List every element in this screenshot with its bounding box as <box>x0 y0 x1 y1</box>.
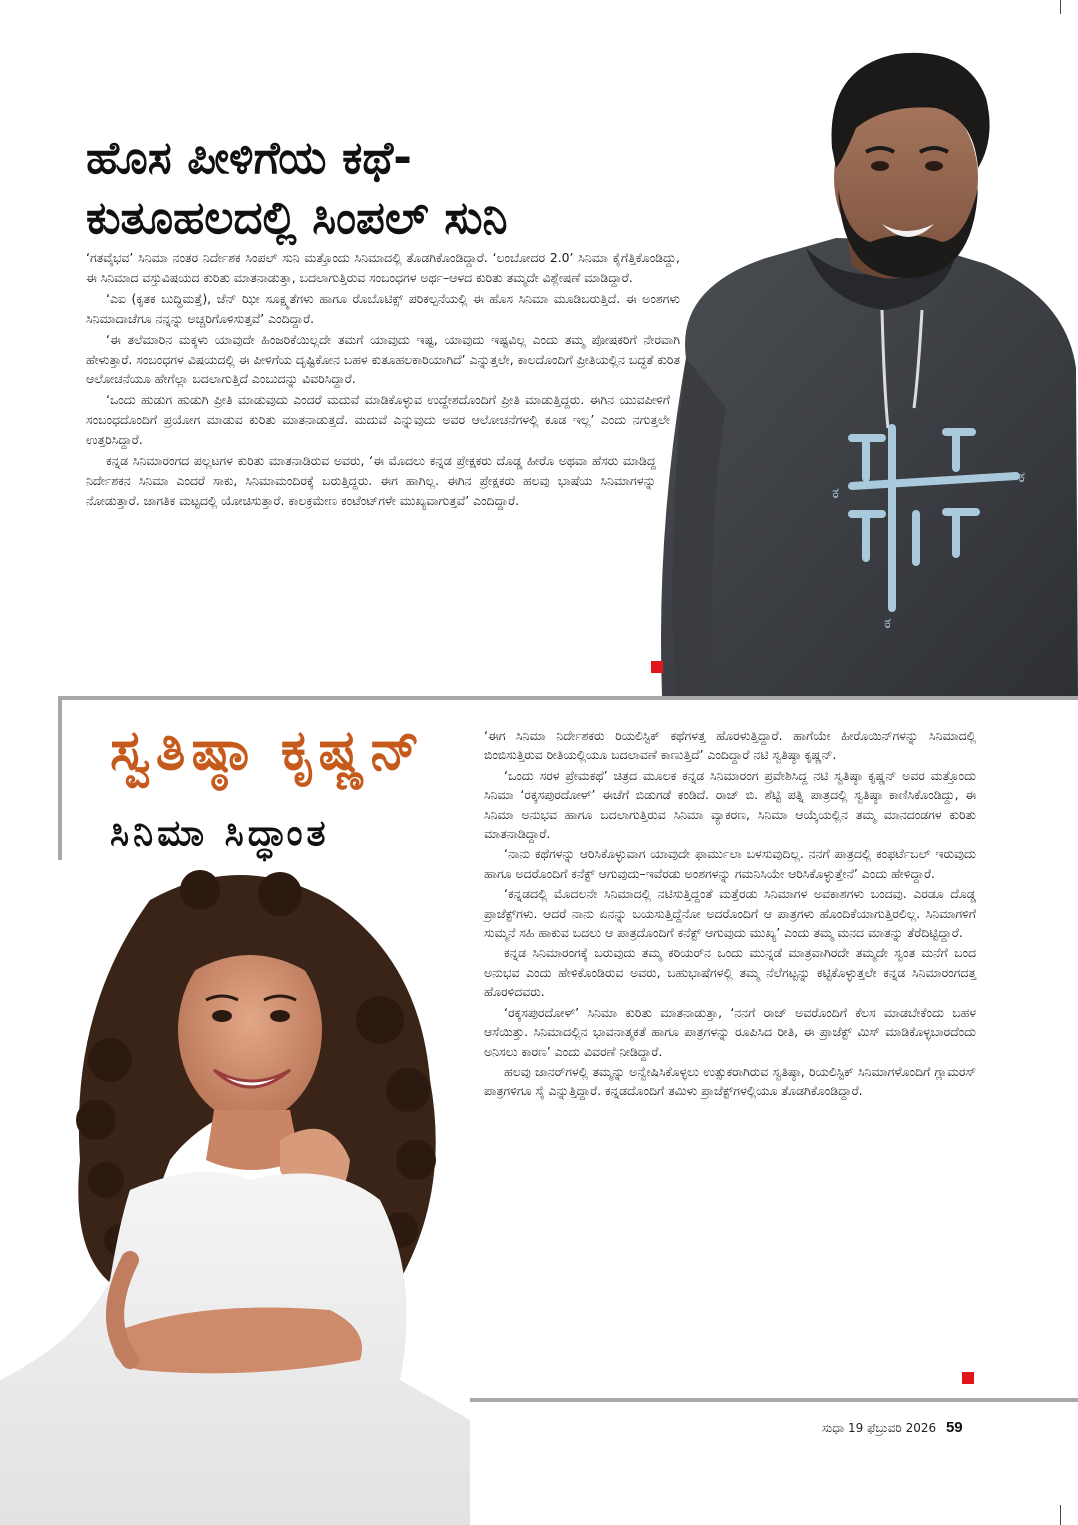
article-1-body <box>86 248 680 512</box>
article-1-title-line-2: ಕುತೂಹಲದಲ್ಲಿ ಸಿಂಪಲ್ ಸುನಿ <box>86 191 508 244</box>
article-2-paragraph: ‘ರಕ್ಕಸಪುರದೋಳ್’ ಸಿನಿಮಾ ಕುರಿತು ಮಾತನಾಡುತ್ತಾ, ‘ನನಗೆ ರಾಜ್ ಅವರೊಂದಿಗೆ ಕೆಲಸ ಮಾಡಬೇಕೆಂದು ಬಹಳ ಆಸೆಯಿತ್ತು. ಸಿನಿಮಾದಲ್ಲಿನ ಭಾವನಾತ್ಮಕತೆ ಹಾಗೂ ಪಾತ್ರಗಳನ್ನು ರೂಪಿಸಿದ ರೀತಿ, ಈ ಪ್ರಾಜೆಕ್ಟ್ ಮಿಸ್ ಮಾಡಿಕೊಳ್ಳಬಾರದೆಂದು ಅನಿಸಲು ಕಾರಣ’ ಎಂದು ವಿವರಣೆ ನೀಡಿದ್ದಾರೆ. <box>484 1004 976 1059</box>
svg-text:ಕ: ಕ <box>1018 467 1026 486</box>
article-2-paragraph: ಕನ್ನಡ ಸಿನಿಮಾರಂಗಕ್ಕೆ ಬರುವುದು ತಮ್ಮ ಕರಿಯರ್‌ನ ಒಂದು ಮುನ್ನಡೆ ಮಾತ್ರವಾಗಿರದೇ ತಮ್ಮದೇ ಸ್ವಂತ ಮನೆಗೆ ಬಂದ ಅನುಭವ ಎಂದು ಹೇಳಿಕೊಂಡಿರುವ ಅವರು, ಬಹುಭಾಷೆಗಳಲ್ಲಿ ತಮ್ಮ ನೆಲೆಗಟ್ಟನ್ನು ಕಟ್ಟಿಕೊಳ್ಳುತ್ತಲೇ ಕನ್ನಡ ಸಿನಿಮಾರಂಗದತ್ತ ಹೊರಳಿದವರು. <box>484 945 976 1000</box>
issue-line: ಸುಧಾ 19 ಫೆಬ್ರುವರಿ 2026 <box>822 1421 937 1435</box>
article-1-end-marker <box>651 661 663 673</box>
article-1-paragraph: ‘ಒಂದು ಹುಡುಗ ಹುಡುಗಿ ಪ್ರೀತಿ ಮಾಡುವುದು ಎಂದರೆ ಮದುವೆ ಮಾಡಿಕೊಳ್ಳುವ ಉದ್ದೇಶದೊಂದಿಗೆ ಪ್ರೀತಿ ಮಾಡುತ್ತಿದ್ದರು. ಈಗಿನ ಯುವಪೀಳಿಗೆ ಸಂಬಂಧದೊಂದಿಗೆ ಪ್ರಯೋಗ ಮಾಡುವ ಕುರಿತು ಮಾತನಾಡುತ್ತದೆ. ಮದುವೆ ಎನ್ನುವುದು ಅವರ ಆಲೋಚನೆಗಳಲ್ಲಿ ಕೂಡ ಇಲ್ಲ’ ಎಂದು ನಗುತ್ತಲೇ ಉತ್ತರಿಸಿದ್ದಾರೆ. <box>86 392 670 448</box>
article-1-paragraph: ‘ಎಐ (ಕೃತಕ ಬುದ್ಧಿಮತ್ತೆ), ಜೆನ್ ಝೀ ಸೂಕ್ಷ್ಮತೆಗಳು ಹಾಗೂ ರೊಬೊಟಿಕ್ಸ್ ಪರಿಕಲ್ಪನೆಯಲ್ಲಿ ಈ ಹೊಸ ಸಿನಿಮಾ ಮೂಡಿಬರುತ್ತಿದೆ. ಈ ಅಂಶಗಳು ಸಿನಿಮಾದಾಚೆಗೂ ನನ್ನನ್ನು ಅಚ್ಚರಿಗೊಳಿಸುತ್ತವೆ’ ಎಂದಿದ್ದಾರೆ. <box>86 290 680 326</box>
article-1-paragraph: ಕನ್ನಡ ಸಿನಿಮಾರಂಗದ ಪಲ್ಲಟಗಳ ಕುರಿತು ಮಾತನಾಡಿರುವ ಅವರು, ‘ಈ ಮೊದಲು ಕನ್ನಡ ಪ್ರೇಕ್ಷಕರು ದೊಡ್ಡ ಹೀರೊ ಅಥವಾ ಹೆಸರು ಮಾಡಿದ್ದ ನಿರ್ದೇಶಕನ ಸಿನಿಮಾ ಎಂದರೆ ಸಾಕು, ಸಿನಿಮಾಮಂದಿರಕ್ಕೆ ಬರುತ್ತಿದ್ದರು. ಈಗ ಹಾಗಿಲ್ಲ. ಈಗಿನ ಪ್ರೇಕ್ಷಕರು ಹಲವು ಭಾಷೆಯ ಸಿನಿಮಾಗಳನ್ನು ನೋಡುತ್ತಾರೆ. ಜಾಗತಿಕ ಮಟ್ಟದಲ್ಲಿ ಯೋಚಿಸುತ್ತಾರೆ. ಕಾಲಕ್ರಮೇಣ ಕಂಟೆಂಟ್‌ಗಳೇ ಮುಖ್ಯವಾಗುತ್ತವೆ’ ಎಂದಿದ್ದಾರೆ. <box>86 453 656 508</box>
article-2-paragraph: ‘ಈಗ ಸಿನಿಮಾ ನಿರ್ದೇಶಕರು ರಿಯಲಿಸ್ಟಿಕ್ ಕಥೆಗಳತ್ತ ಹೊರಳುತ್ತಿದ್ದಾರೆ. ಹಾಗೆಯೇ ಹೀರೊಯಿನ್‌ಗಳನ್ನು ಸಿನಿಮಾದಲ್ಲಿ ಬಿಂಬಿಸುತ್ತಿರುವ ರೀತಿಯಲ್ಲಿಯೂ ಬದಲಾವಣೆ ಕಾಣುತ್ತಿದೆ’ ಎಂದಿದ್ದಾರೆ ನಟಿ ಸ್ವತಿಷ್ಠಾ ಕೃಷ್ಣನ್. <box>484 728 976 763</box>
article-1-paragraph: ‘ಗತವೈಭವ’ ಸಿನಿಮಾ ನಂತರ ನಿರ್ದೇಶಕ ಸಿಂಪಲ್ ಸುನಿ ಮತ್ತೊಂದು ಸಿನಿಮಾದಲ್ಲಿ ತೊಡಗಿಕೊಂಡಿದ್ದಾರೆ. ‘ಲಂಬೋದರ 2.0’ ಸಿನಿಮಾ ಕೈಗೆತ್ತಿಕೊಂಡಿದ್ದು, ಈ ಸಿನಿಮಾದ ವಸ್ತುವಿಷಯದ ಕುರಿತು ಮಾತನಾಡುತ್ತಾ, ಬದಲಾಗುತ್ತಿರುವ ಸಂಬಂಧಗಳ ಅರ್ಥ–ಆಳದ ಕುರಿತು ತಮ್ಮದೇ ವಿಶ್ಲೇಷಣೆ ಮಾಡಿದ್ದಾರೆ. <box>86 250 680 285</box>
crop-mark <box>1060 0 1061 14</box>
article-2-headline: ಸ್ವತಿಷ್ಠಾ ಕೃಷ್ಣನ್ <box>110 718 426 783</box>
article-1-title-line-1: ಹೊಸ ಪೀಳಿಗೆಯ ಕಥೆ- <box>86 131 412 184</box>
swathishta-krishnan-photo <box>0 860 470 1525</box>
article-2-paragraph: ಹಲವು ಜಾನರ್‌ಗಳಲ್ಲಿ ತಮ್ಮನ್ನು ಅನ್ವೇಷಿಸಿಕೊಳ್ಳಲು ಉತ್ಸುಕರಾಗಿರುವ ಸ್ವತಿಷ್ಠಾ, ರಿಯಲಿಸ್ಟಿಕ್ ಸಿನಿಮಾಗಳೊಂದಿಗೆ ಗ್ಲಾಮರಸ್ ಪಾತ್ರಗಳಿಗೂ ಸೈ ಎನ್ನುತ್ತಿದ್ದಾರೆ. ಕನ್ನಡದೊಂದಿಗೆ ತಮಿಳು ಪ್ರಾಜೆಕ್ಟ್‌ಗಳಲ್ಲಿಯೂ ತೊಡಗಿಕೊಂಡಿದ್ದಾರೆ. <box>484 1063 976 1099</box>
simple-suni-photo <box>656 28 1078 696</box>
box-frame-top <box>58 696 1078 700</box>
article-2-paragraph: ‘ನಾನು ಕಥೆಗಳನ್ನು ಆರಿಸಿಕೊಳ್ಳುವಾಗ ಯಾವುದೇ ಫಾರ್ಮುಲಾ ಬಳಸುವುದಿಲ್ಲ. ನನಗೆ ಪಾತ್ರದಲ್ಲಿ ಕಂಫರ್ಟೆಬಲ್ ಇರುವುದು ಹಾಗೂ ಅದರೊಂದಿಗೆ ಕನೆಕ್ಟ್ ಆಗುವುದು–ಇವೆರಡು ಅಂಶಗಳನ್ನು ಗಮನಿಸಿಯೇ ಆರಿಸಿಕೊಳ್ಳುತ್ತೇನೆ’ ಎಂದು ಹೇಳಿದ್ದಾರೆ. <box>484 846 976 881</box>
svg-text:ಕ: ಕ <box>884 613 892 632</box>
article-2-end-marker <box>962 1372 974 1384</box>
page-footer <box>822 1419 963 1436</box>
svg-text:ಕ: ಕ <box>832 483 840 502</box>
article-2-body <box>484 726 976 1102</box>
page-number: 59 <box>945 1419 963 1436</box>
article-2-paragraph: ‘ಒಂದು ಸರಳ ಪ್ರೇಮಕಥೆ’ ಚಿತ್ರದ ಮೂಲಕ ಕನ್ನಡ ಸಿನಿಮಾರಂಗ ಪ್ರವೇಶಿಸಿದ್ದ ನಟಿ ಸ್ವತಿಷ್ಠಾ ಕೃಷ್ಣನ್ ಅವರ ಮತ್ತೊಂದು ಸಿನಿಮಾ ‘ರಕ್ಕಸಪುರದೋಳ್’ ಈಚೆಗೆ ಬಿಡುಗಡೆ ಕಂಡಿದೆ. ರಾಜ್ ಬಿ. ಶೆಟ್ಟಿ ಪತ್ನಿ ಪಾತ್ರದಲ್ಲಿ ಸ್ವತಿಷ್ಠಾ ಕಾಣಿಸಿಕೊಂಡಿದ್ದು, ಈ ಸಿನಿಮಾ ಅನುಭವ ಹಾಗೂ ಬದಲಾಗುತ್ತಿರುವ ಸಿನಿಮಾ ವ್ಯಾಕರಣ, ಸಿನಿಮಾ ಆಯ್ಕೆಯಲ್ಲಿನ ತಮ್ಮ ಮಾನದಂಡಗಳ ಕುರಿತು ಮಾತನಾಡಿದ್ದಾರೆ. <box>484 767 976 842</box>
article-2-paragraph: ‘ಕನ್ನಡದಲ್ಲಿ ಮೊದಲನೇ ಸಿನಿಮಾದಲ್ಲಿ ನಟಿಸುತ್ತಿದ್ದಂತೆ ಮತ್ತೆರಡು ಸಿನಿಮಾಗಳ ಅವಕಾಶಗಳು ಬಂದವು. ಎರಡೂ ದೊಡ್ಡ ಪ್ರಾಜೆಕ್ಟ್‌ಗಳು. ಆದರೆ ನಾನು ಏನನ್ನು ಬಯಸುತ್ತಿದ್ದೆನೋ ಅದರೊಂದಿಗೆ ಆ ಪಾತ್ರಗಳು ಹೊಂದಿಕೆಯಾಗುತ್ತಿರಲಿಲ್ಲ. ಸಿನಿಮಾಗಳಿಗೆ ಸುಮ್ಮನೆ ಸಹಿ ಹಾಕುವ ಬದಲು ಆ ಪಾತ್ರದೊಂದಿಗೆ ಕನೆಕ್ಟ್ ಆಗುವುದು ಮುಖ್ಯ’ ಎಂದು ತಮ್ಮ ಮನದ ಮಾತನ್ನು ತೆರೆದಿಟ್ಟಿದ್ದಾರೆ. <box>484 886 976 941</box>
article-1-paragraph: ‘ಈ ತಲೆಮಾರಿನ ಮಕ್ಕಳು ಯಾವುದೇ ಹಿಂಜರಿಕೆಯಿಲ್ಲದೇ ತಮಗೆ ಯಾವುದು ಇಷ್ಟ, ಯಾವುದು ಇಷ್ಟವಿಲ್ಲ ಎಂದು ತಮ್ಮ ಪೋಷಕರಿಗೆ ನೇರವಾಗಿ ಹೇಳುತ್ತಾರೆ. ಸಂಬಂಧಗಳ ವಿಷಯದಲ್ಲಿ ಈ ಪೀಳಿಗೆಯ ದೃಷ್ಟಿಕೋನ ಬಹಳ ಕುತೂಹಲಕಾರಿಯಾಗಿದೆ’ ಎನ್ನುತ್ತಲೇ, ಕಾಲದೊಂದಿಗೆ ಪ್ರೀತಿಯಲ್ಲಿನ ಬದ್ಧತೆ ಕುರಿತ ಆಲೋಚನೆಯೂ ಹೇಗೆಲ್ಲಾ ಬದಲಾಗುತ್ತಿದೆ ಎಂಬುದನ್ನು ವಿವರಿಸಿದ್ದಾರೆ. <box>86 331 680 387</box>
crop-mark <box>1060 1505 1061 1525</box>
article-2-subhead: ಸಿನಿಮಾ ಸಿದ್ಧಾಂತ <box>110 813 330 854</box>
article-1-title <box>86 128 676 248</box>
